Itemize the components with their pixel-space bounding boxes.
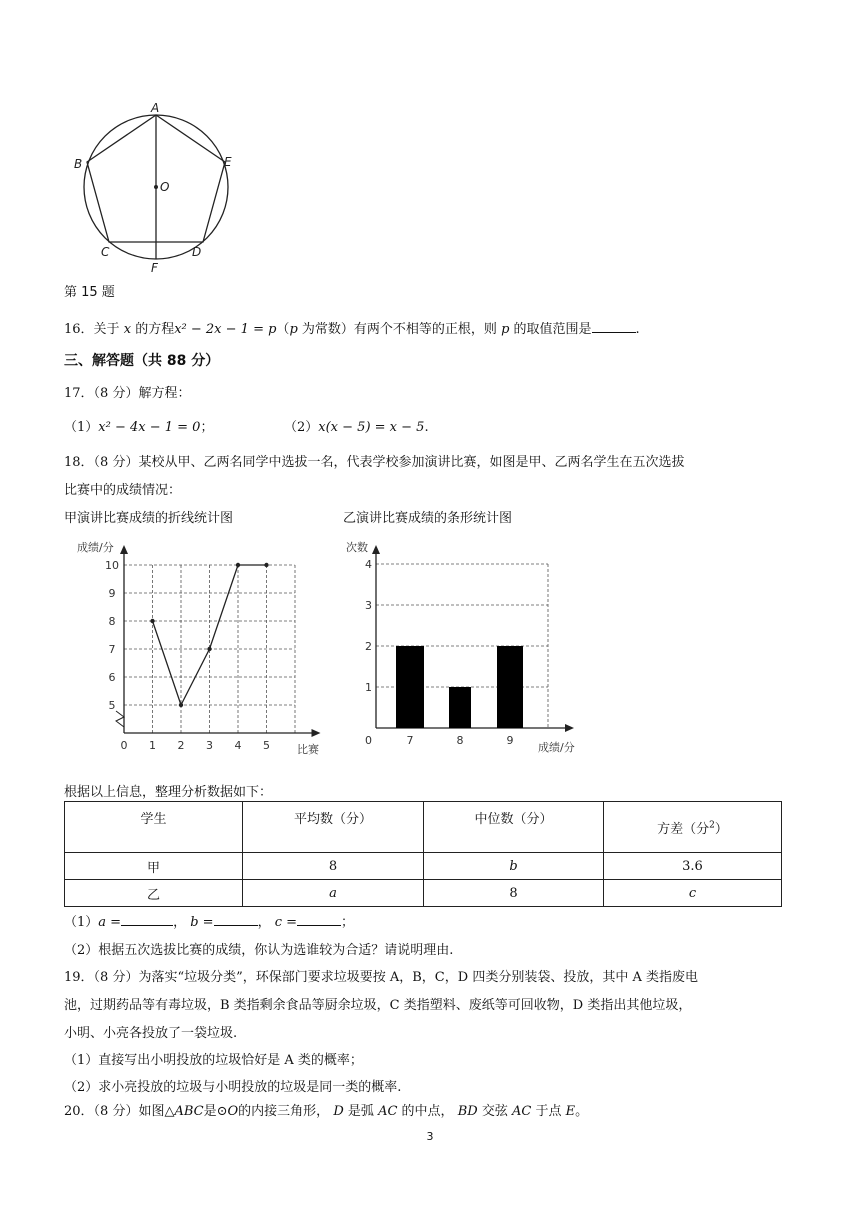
q20-number: 20．（8 分）如图 — [64, 1104, 165, 1119]
y-tick-label: 5 — [108, 699, 116, 712]
point-label: A — [151, 101, 160, 115]
x-tick-label: 8 — [456, 734, 464, 747]
q19-part1: （1）直接写出小明投放的垃圾恰好是 A 类的概率； — [64, 1053, 363, 1068]
q19-line3: 小明、小亮各投放了一袋垃圾. — [64, 1026, 238, 1041]
y-tick-label: 2 — [365, 640, 372, 653]
data-point — [150, 619, 154, 623]
x-axis-label: 成绩/分 — [538, 741, 575, 754]
var-c: c = — [274, 915, 298, 930]
q20-text: 交弦 — [481, 1104, 508, 1119]
q17-p2-end: . — [424, 420, 429, 435]
bar — [449, 687, 471, 728]
tick-labels — [105, 559, 270, 752]
q20-math: ⊙O — [216, 1104, 239, 1119]
q18-part1 — [64, 911, 354, 930]
chart1-title: 甲演讲比赛成绩的折线统计图 — [64, 511, 234, 526]
q20-math: AC — [511, 1104, 532, 1119]
point-label: B — [74, 157, 83, 171]
figure-15-caption: 第 15 题 — [64, 285, 115, 300]
q19-part2: （2）求小亮投放的垃圾与小明投放的垃圾是同一类的概率. — [64, 1080, 402, 1095]
y-tick-label: 4 — [365, 558, 372, 571]
table-header-variance: 方差（分$^2$） — [604, 802, 782, 853]
statistics-table — [64, 801, 782, 907]
analysis-intro: 根据以上信息，整理分析数据如下： — [64, 785, 273, 800]
y-tick-label: 6 — [108, 671, 116, 684]
table-cell: 8 — [243, 853, 424, 880]
y-axis-label: 次数 — [346, 541, 368, 554]
q20-text: 是 — [203, 1104, 217, 1119]
x-tick-label: 3 — [206, 739, 213, 752]
q16-text: （ — [276, 322, 290, 337]
y-tick-label: 3 — [365, 599, 372, 612]
point-label: E — [224, 155, 232, 169]
x-tick-label: 1 — [149, 739, 156, 752]
var-p: p — [501, 322, 510, 337]
y-tick-label: 1 — [365, 681, 372, 694]
q19-line2: 池，过期药品等有毒垃圾，B 类指剩余食品等厨余垃圾，C 类指塑料、废纸等可回收物，D 类指出其他垃圾， — [64, 998, 692, 1013]
question-16 — [64, 318, 640, 337]
point-label: D — [192, 245, 202, 259]
var-b: b = — [190, 915, 214, 930]
data-point — [264, 563, 268, 567]
bar — [396, 646, 424, 728]
x-tick-label: 4 — [234, 739, 242, 752]
q17-p1-end: ； — [200, 420, 214, 435]
answer-blank — [297, 913, 341, 926]
page-number: 3 — [426, 1130, 434, 1143]
x-axis-arrow — [312, 729, 321, 737]
answer-blank — [592, 320, 636, 333]
q17-header: 17．（8 分）解方程： — [64, 386, 191, 401]
bar — [497, 646, 523, 728]
table-cell: c — [604, 880, 782, 907]
table-cell: 8 — [424, 880, 604, 907]
x-tick-label: 0 — [120, 739, 128, 752]
q20-text: 的内接三角形， — [238, 1104, 330, 1119]
table-header: 学生 — [65, 802, 243, 853]
chart-axes — [116, 545, 321, 737]
q17-part1 — [64, 416, 213, 435]
x-tick-label: 5 — [263, 739, 270, 752]
q18-line2: 比赛中的成绩情况： — [64, 483, 182, 498]
q20-math: AC — [378, 1104, 398, 1119]
x-tick-label: 2 — [177, 739, 185, 752]
tick-labels — [365, 558, 514, 747]
q20-text: 于点 — [535, 1104, 562, 1119]
var-a: a = — [98, 915, 122, 930]
figure-15-pentagon — [66, 96, 266, 276]
line-chart-jia — [64, 535, 339, 760]
table-header-row — [65, 802, 782, 853]
q17-p2-label: （2） — [284, 420, 319, 435]
q20-text: 。 — [575, 1104, 589, 1119]
q16-text: 为常数）有两个不相等的正根，则 — [301, 322, 497, 337]
point-label: O — [160, 180, 170, 194]
center-point — [154, 185, 158, 189]
q17-p1-label: （1） — [64, 420, 99, 435]
q18-p1-label: （1） — [64, 915, 99, 930]
q20-text: 的中点， — [401, 1104, 454, 1119]
q19-line1: 19．（8 分）为落实“垃圾分类”，环保部门要求垃圾要按 A，B，C，D 四类分别装袋、投放，其中 A 类指废电 — [64, 970, 698, 985]
bar-chart-yi — [340, 535, 600, 760]
y-tick-label: 7 — [108, 643, 116, 656]
table-row — [65, 853, 782, 880]
q16-number: 16． — [64, 322, 94, 337]
y-axis-label: 成绩/分 — [77, 541, 114, 554]
answer-blank — [121, 913, 173, 926]
q16-text: 关于 — [93, 322, 120, 337]
chart2-title: 乙演讲比赛成绩的条形统计图 — [343, 511, 513, 526]
point-label: C — [101, 245, 110, 259]
x-axis-label: 比赛 — [297, 743, 319, 756]
data-point — [179, 703, 183, 707]
q16-text: 的方程 — [135, 322, 175, 337]
q20-math: BD — [457, 1104, 478, 1119]
x-axis-arrow — [565, 724, 574, 732]
x-tick-label: 9 — [506, 734, 514, 747]
table-cell: a — [243, 880, 424, 907]
y-axis-arrow — [120, 545, 128, 554]
q17-part2 — [284, 416, 429, 435]
table-cell: 3.6 — [604, 853, 782, 880]
q16-equation: x² − 2x − 1 = p — [174, 322, 277, 337]
axis-break-icon — [116, 711, 124, 727]
separator: ， — [257, 915, 271, 930]
table-header: 平均数（分） — [243, 802, 424, 853]
y-tick-label: 9 — [108, 587, 116, 600]
point-label: F — [151, 261, 158, 275]
bars — [396, 646, 523, 728]
answer-blank — [214, 913, 258, 926]
var-x: x — [123, 322, 132, 337]
var-p: p — [289, 322, 298, 337]
q18-line1: 18．（8 分）某校从甲、乙两名同学中选拔一名，代表学校参加演讲比赛，如图是甲、乙两名学生在五次选拔 — [64, 455, 685, 470]
data-point — [236, 563, 240, 567]
question-20 — [64, 1100, 588, 1119]
q16-end: . — [635, 322, 640, 337]
table-header: 中位数（分） — [424, 802, 604, 853]
data-point — [207, 647, 211, 651]
table-cell: b — [424, 853, 604, 880]
q17-p2-equation: x(x − 5) = x − 5 — [318, 420, 425, 435]
q20-text: 是弧 — [347, 1104, 374, 1119]
table-cell: 甲 — [65, 853, 243, 880]
y-tick-label: 8 — [108, 615, 116, 628]
x-tick-label: 7 — [406, 734, 414, 747]
section-3-title: 三、解答题（共 88 分） — [64, 353, 220, 369]
y-tick-label: 0 — [365, 734, 372, 747]
separator: ， — [173, 915, 187, 930]
q20-math: E — [565, 1104, 576, 1119]
table-row — [65, 880, 782, 907]
q20-math: D — [333, 1104, 344, 1119]
y-axis-arrow — [372, 545, 380, 554]
q16-text: 的取值范围是 — [513, 322, 592, 337]
q17-p1-equation: x² − 4x − 1 = 0 — [98, 420, 201, 435]
q18-part2: （2）根据五次选拔比赛的成绩，你认为选谁较为合适？请说明理由. — [64, 943, 454, 958]
y-tick-label: 10 — [105, 559, 119, 572]
separator: ； — [341, 915, 355, 930]
q20-math: △ABC — [164, 1104, 204, 1119]
table-cell: 乙 — [65, 880, 243, 907]
